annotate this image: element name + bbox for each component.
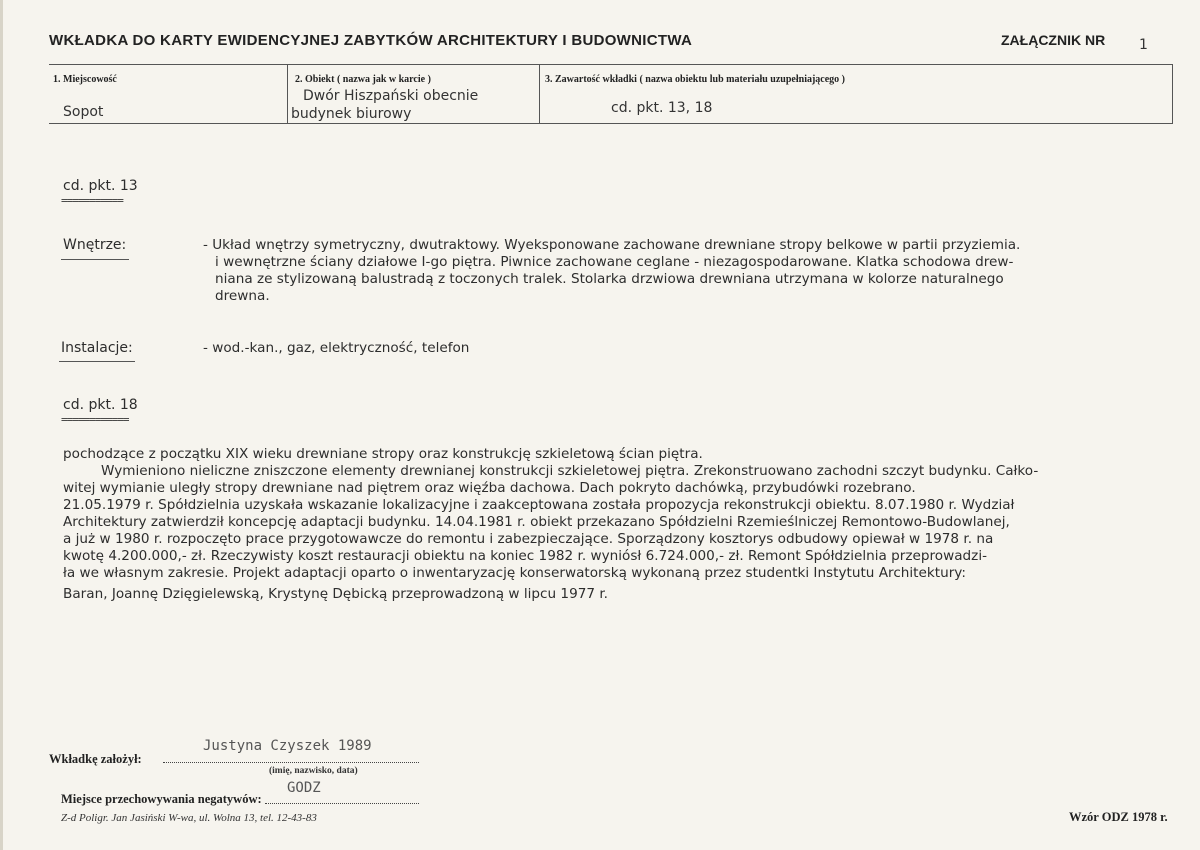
printer-imprint: Z-d Poligr. Jan Jasiński W-wa, ul. Wolna 13, tel. 12-43-83 [61, 812, 317, 824]
fields-bottom-rule [49, 123, 1173, 124]
wnetrze-line: drewna. [215, 288, 270, 304]
section-13-underline: =========== [61, 194, 123, 207]
section-18-heading: cd. pkt. 18 [63, 397, 138, 413]
wnetrze-line: - Układ wnętrzy symetryczny, dwutraktowy. Wyeksponowane zachowane drewniane stropy belkowe w partii przyziemia. [203, 237, 1021, 253]
field-3-value: cd. pkt. 13, 18 [611, 100, 713, 116]
field-2-value-line1: Dwór Hiszpański obecnie [303, 88, 479, 104]
founded-by-value: Justyna Czyszek 1989 [203, 738, 372, 754]
founded-by-caption: (imię, nazwisko, data) [269, 766, 358, 776]
form-version: Wzór ODZ 1978 r. [1069, 810, 1168, 824]
founded-by-dotted-line [163, 762, 419, 763]
fields-top-rule [49, 64, 1173, 65]
section-18-text [63, 446, 1143, 603]
annex-label: ZAŁĄCZNIK NR [1001, 32, 1106, 48]
body-line: Wymieniono nieliczne zniszczone elementy drewnianej konstrukcji szkieletowej piętra. Zrekonstruowano zachodni szczyt budynku. Całko- [101, 463, 1039, 479]
field-3-label: 3. Zawartość wkładki ( nazwa obiektu lub materiału uzupełniającego ) [545, 74, 846, 85]
negatives-location-value: GODZ [287, 780, 321, 796]
wnetrze-text [203, 237, 1143, 305]
negatives-dotted-line [265, 803, 419, 804]
fields-right-edge [1172, 64, 1173, 123]
body-line: pochodzące z początku XIX wieku drewniane stropy oraz konstrukcję szkieletową ścian piętra. [63, 446, 703, 462]
body-line: Architektury zatwierdził koncepcję adaptacji budynku. 14.04.1981 r. obiekt przekazano Spółdzielni Rzemieślniczej Remontowo-Budowlanej, [63, 514, 1010, 530]
card-title: WKŁADKA DO KARTY EWIDENCYJNEJ ZABYTKÓW ARCHITEKTURY I BUDOWNICTWA [49, 32, 693, 49]
fields-divider-1 [287, 64, 288, 123]
founded-by-label: Wkładkę założył: [49, 752, 142, 766]
body-line: Baran, Joannę Dzięgielewską, Krystynę Dębicką przeprowadzoną w lipcu 1977 r. [63, 586, 608, 602]
instalacje-label: Instalacje: [61, 340, 133, 356]
section-13-heading: cd. pkt. 13 [63, 178, 138, 194]
body-line: a już w 1980 r. rozpoczęto prace przygotowawcze do remontu i zabezpieczające. Sporządzony kosztorys odbudowy opiewał w 1978 r. na [63, 531, 994, 547]
body-line: ła we własnym zakresie. Projekt adaptacji oparto o inwentaryzację konserwatorską wykonaną przez studentki Instytutu Architektury: [63, 565, 966, 581]
wnetrze-label-underline [61, 259, 129, 260]
instalacje-label-underline [59, 361, 135, 362]
body-line: witej wymianie uległy stropy drewniane nad piętrem oraz więźba dachowa. Dach pokryto dachówką, przybudówki rozebrano. [63, 480, 916, 496]
field-2-value-line2: budynek biurowy [291, 106, 412, 122]
wnetrze-label: Wnętrze: [63, 237, 127, 253]
body-line: 21.05.1979 r. Spółdzielnia uzyskała wskazanie lokalizacyjne i zaakceptowana została propozycja rekonstrukcji obiektu. 8.07.1980 r. Wydział [63, 497, 1015, 513]
section-18-underline: ============ [61, 413, 129, 426]
negatives-location-label: Miejsce przechowywania negatywów: [61, 792, 262, 806]
field-1-value: Sopot [63, 104, 104, 120]
wnetrze-line: niana ze stylizowaną balustradą z toczonych tralek. Stolarka drzwiowa drewniana utrzymana w kolorze naturalnego [215, 271, 1004, 287]
instalacje-value: - wod.-kan., gaz, elektryczność, telefon [203, 340, 470, 356]
annex-number: 1 [1139, 37, 1148, 53]
field-2-label: 2. Obiekt ( nazwa jak w karcie ) [295, 74, 431, 85]
field-1-label: 1. Miejscowość [53, 74, 117, 85]
wnetrze-line: i wewnętrzne ściany działowe I-go piętra. Piwnice zachowane ceglane - niezagospodarowane. Klatka schodowa drew- [215, 254, 1014, 270]
body-line: kwotę 4.200.000,- zł. Rzeczywisty koszt restauracji obiektu na koniec 1982 r. wyniósł 6.724.000,- zł. Remont Spółdzielnia przeprowadzi- [63, 548, 988, 564]
fields-divider-2 [539, 64, 540, 123]
